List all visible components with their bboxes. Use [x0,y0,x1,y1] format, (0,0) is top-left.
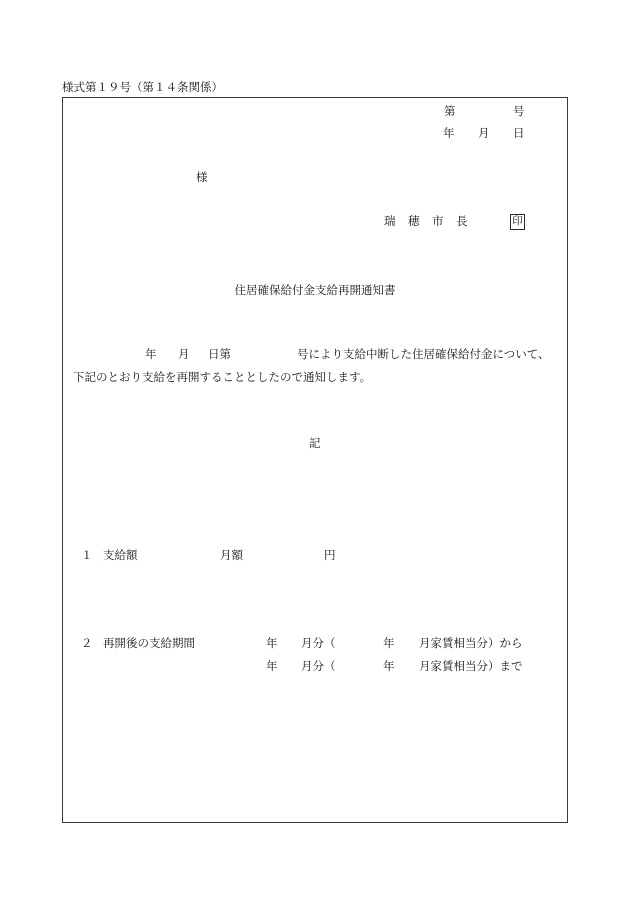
period-end-year: 年 [266,661,278,673]
item1-monthly: 月額 [220,550,243,562]
document-title: 住居確保給付金支給再開通知書 [234,285,396,297]
form-number: 様式第１９号（第１４条関係） [62,82,223,94]
body-month: 月 [178,349,190,361]
period-start-rent: 月家賃相当分）から [419,638,523,650]
period-end-rent-year: 年 [383,661,395,673]
date-day: 日 [513,128,525,140]
date-month: 月 [478,128,490,140]
item1-number: １ [81,550,93,562]
item1-label: 支給額 [103,550,138,562]
seal-stamp-box: 印 [510,214,525,230]
document-frame [62,97,568,823]
item1-yen: 円 [324,550,336,562]
period-start-rent-year: 年 [383,638,395,650]
period-end-month: 月分（ [301,661,336,673]
issuer-char: 瑞 [384,216,396,228]
issuer-char: 長 [456,216,468,228]
issuer-char: 市 [432,216,444,228]
item2-label: 再開後の支給期間 [103,638,195,650]
ki-heading: 記 [309,438,321,450]
body-line2: 下記のとおり支給を再開することとしたので通知します。 [73,372,372,384]
body-year: 年 [145,349,157,361]
period-end-rent: 月家賃相当分）まで [419,661,523,673]
doc-number-prefix: 第 [444,106,456,118]
body-line1-rest: 号により支給中断した住居確保給付金について、 [297,349,550,361]
issuer-char: 穂 [408,216,420,228]
doc-number-suffix: 号 [513,106,525,118]
addressee-honorific: 様 [196,172,208,184]
period-start-year: 年 [266,638,278,650]
period-start-month: 月分（ [301,638,336,650]
item2-number: ２ [81,638,93,650]
body-day-number: 日第 [208,349,231,361]
date-year: 年 [443,128,455,140]
